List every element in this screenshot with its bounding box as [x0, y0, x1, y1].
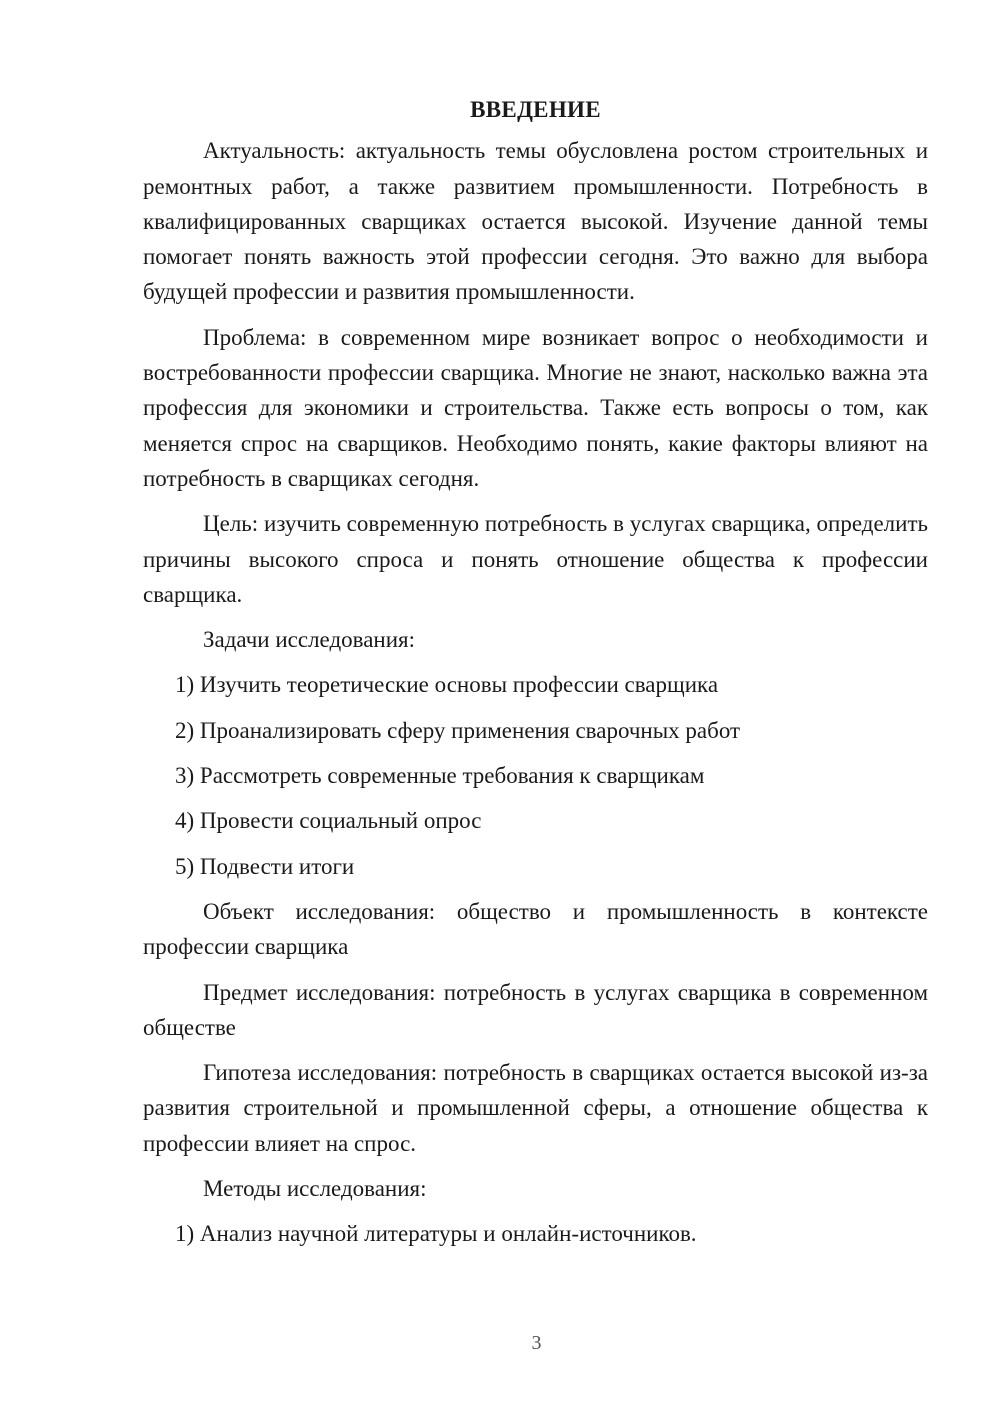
list-item: 2) Проанализировать сферу применения сварочных работ — [175, 717, 741, 743]
methods-heading: Методы исследования: — [203, 1176, 427, 1202]
subject-paragraph: Предмет исследования: потребность в услугах сварщика в современном обществе — [143, 979, 928, 1040]
section-title: ВВЕДЕНИЕ — [470, 97, 601, 122]
tasks-list — [143, 667, 928, 883]
list-item: 4) Провести социальный опрос — [175, 808, 482, 834]
object-paragraph: Объект исследования: общество и промышленность в контексте профессии сварщика — [143, 898, 928, 960]
methods-list — [143, 1216, 928, 1251]
page-number: 3 — [531, 1332, 542, 1354]
problem-paragraph: Проблема: в современном мире возникает вопрос о необходимости и востребованности профессии сварщика. Многие не знают, насколько важна эта профессия для экономики и строительства. Также есть вопросы о том, как меняется спрос на сварщиков. Необходимо понять, какие факторы влияют на потребность в сварщиках сегодня. — [143, 324, 928, 491]
goal-paragraph: Цель: изучить современную потребность в услугах сварщика, определить причины высокого спроса и понять отношение общества к профессии сварщика. — [143, 511, 928, 607]
list-item: 1) Изучить теоретические основы профессии сварщика — [175, 672, 719, 698]
list-item: 3) Рассмотреть современные требования к сварщикам — [175, 763, 705, 789]
document-page — [143, 92, 928, 1262]
list-item: 1) Анализ научной литературы и онлайн-источников. — [175, 1221, 697, 1247]
relevance-paragraph: Актуальность: актуальность темы обусловлена ростом строительных и ремонтных работ, а также развитием промышленности. Потребность в квалифицированных сварщиках остается высокой. Изучение данной темы помогает понять важность этой профессии сегодня. Это важно для выбора будущей профессии и развития промышленности. — [143, 138, 928, 305]
hypothesis-paragraph: Гипотеза исследования: потребность в сварщиках остается высокой из-за развития строительной и промышленной сферы, а отношение общества к профессии влияет на спрос. — [143, 1060, 928, 1156]
list-item: 5) Подвести итоги — [175, 853, 355, 879]
tasks-heading: Задачи исследования: — [203, 627, 416, 653]
